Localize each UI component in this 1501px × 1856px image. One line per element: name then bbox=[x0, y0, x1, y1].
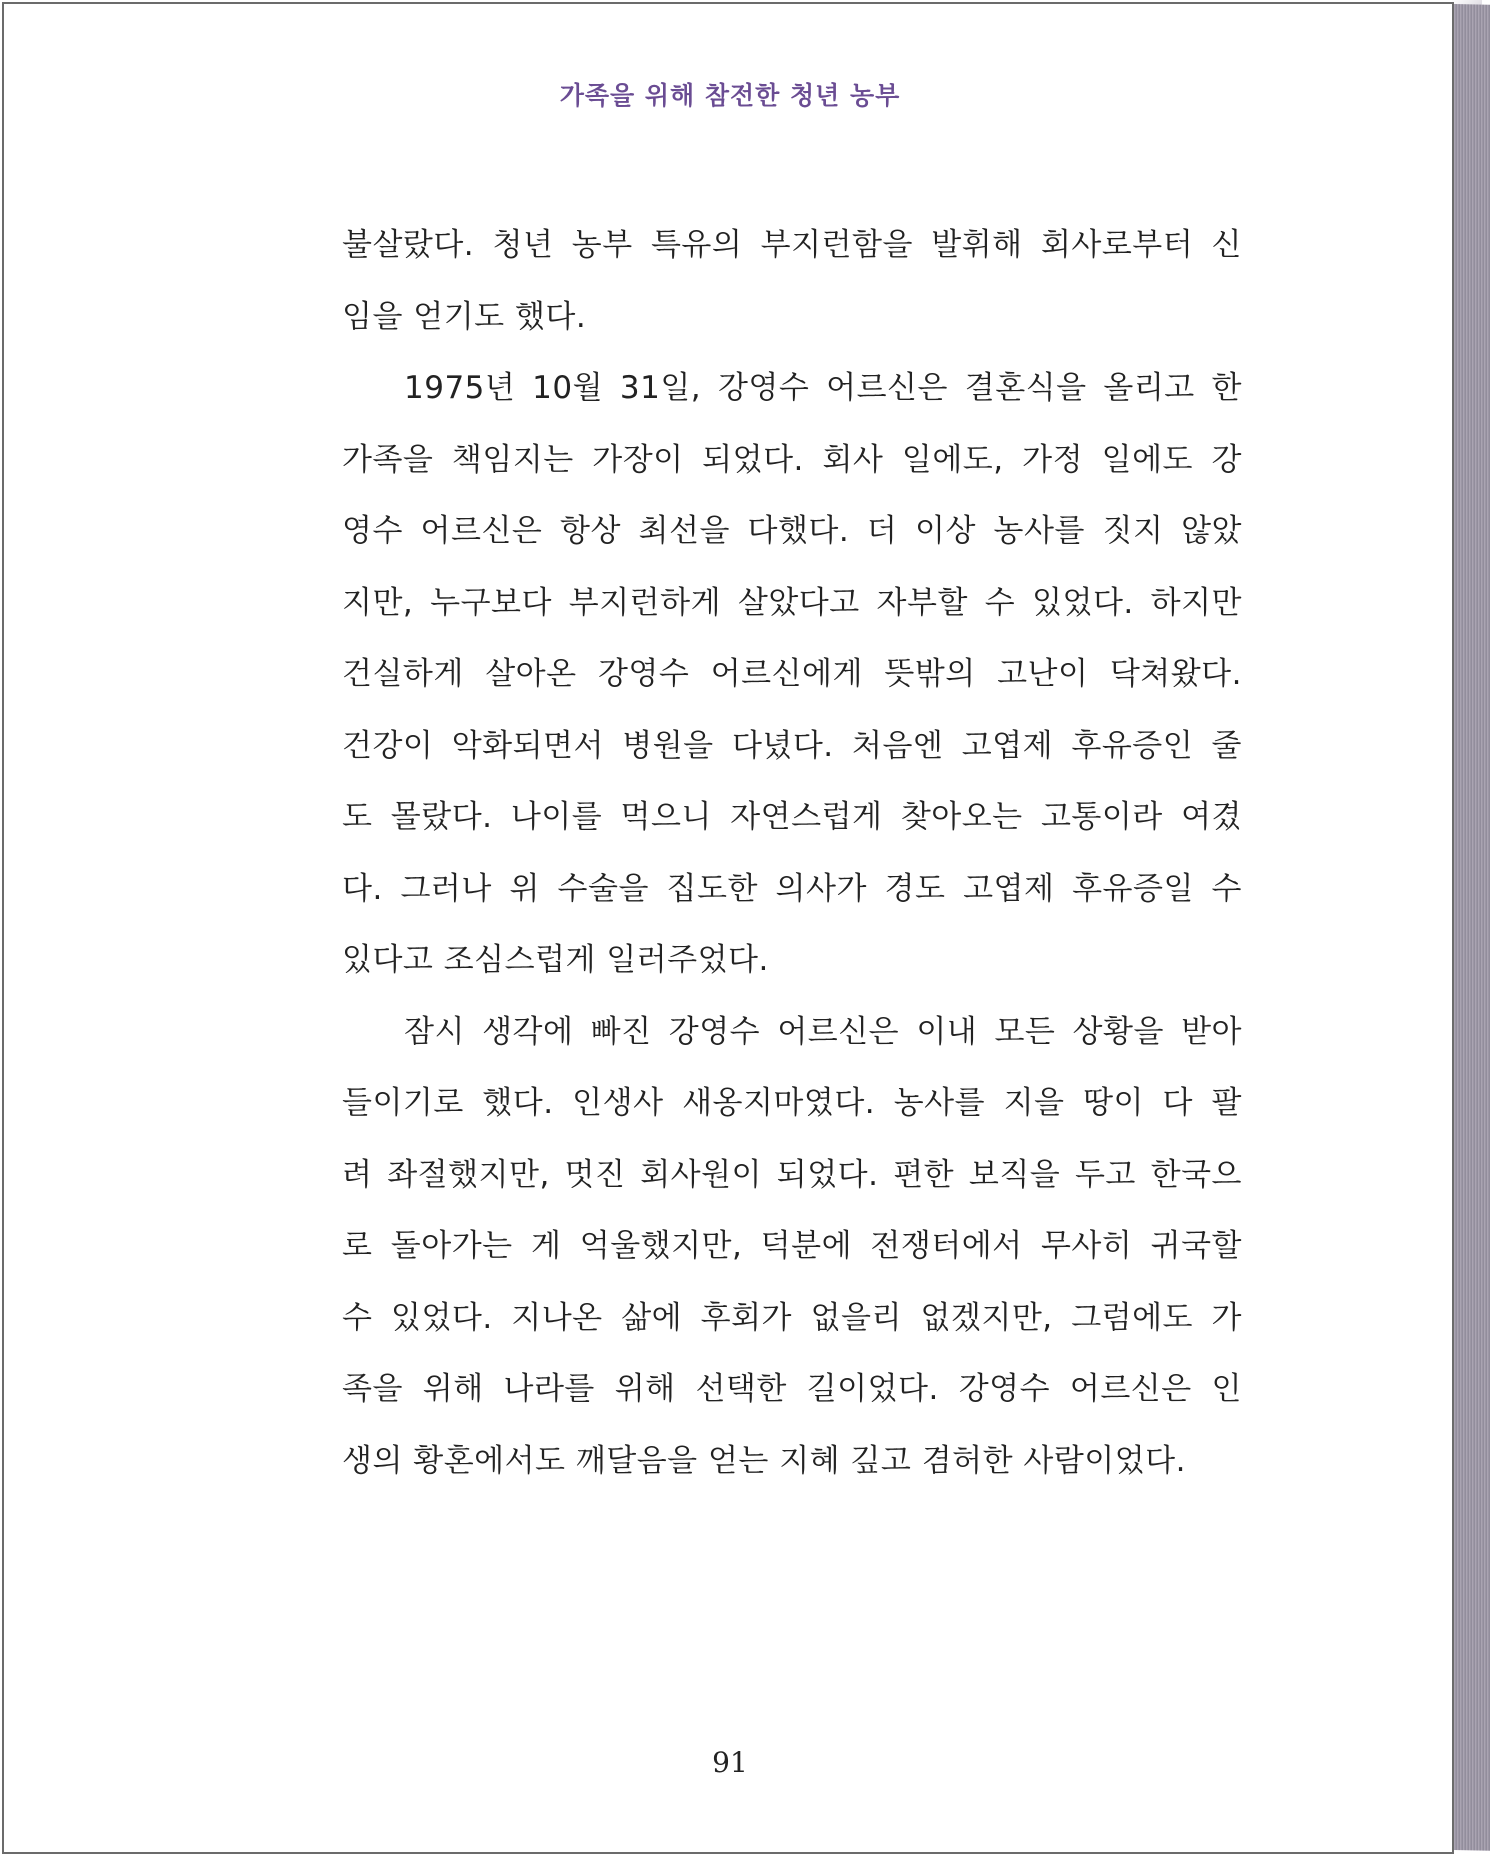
text-line: 다. 그러나 위 수술을 집도한 의사가 경도 고엽제 후유증일 수 bbox=[342, 870, 1242, 907]
text-line: 수 있었다. 지나온 삶에 후회가 없을리 없겠지만, 그럼에도 가 bbox=[342, 1299, 1242, 1336]
text-line: 생의 황혼에서도 깨달음을 얻는 지혜 깊고 겸허한 사람이었다. bbox=[342, 1442, 1186, 1479]
text-line: 있다고 조심스럽게 일러주었다. bbox=[342, 942, 769, 978]
text-line: 1975년 10월 31일, 강영수 어르신은 결혼식을 올리고 한 bbox=[404, 370, 1242, 406]
text-line: 불살랐다. 청년 농부 특유의 부지런함을 발휘해 회사로부터 신 bbox=[342, 227, 1242, 263]
text-line: 족을 위해 나라를 위해 선택한 길이었다. 강영수 어르신은 인 bbox=[342, 1371, 1242, 1407]
book-page bbox=[2, 2, 1454, 1854]
text-line: 건실하게 살아온 강영수 어르신에게 뜻밖의 고난이 닥쳐왔다. bbox=[342, 656, 1242, 692]
text-line: 가족을 책임지는 가장이 되었다. 회사 일에도, 가정 일에도 강 bbox=[342, 441, 1242, 478]
text-line: 로 돌아가는 게 억울했지만, 덕분에 전쟁터에서 무사히 귀국할 bbox=[342, 1228, 1242, 1264]
text-line: 건강이 악화되면서 병원을 다녔다. 처음엔 고엽제 후유증인 줄 bbox=[342, 727, 1242, 764]
text-line: 임을 얻기도 했다. bbox=[342, 298, 587, 335]
body-text bbox=[342, 210, 1242, 1497]
running-head: 가족을 위해 참전한 청년 농부 bbox=[559, 81, 901, 110]
page-number: 91 bbox=[712, 1746, 748, 1779]
text-line: 지만, 누구보다 부지런하게 살았다고 자부할 수 있었다. 하지만 bbox=[342, 584, 1242, 621]
page-edges bbox=[1452, 4, 1490, 1851]
text-line: 들이기로 했다. 인생사 새옹지마였다. 농사를 지을 땅이 다 팔 bbox=[342, 1085, 1242, 1121]
text-line: 영수 어르신은 항상 최선을 다했다. 더 이상 농사를 짓지 않았 bbox=[342, 513, 1242, 549]
text-line: 려 좌절했지만, 멋진 회사원이 되었다. 편한 보직을 두고 한국으 bbox=[342, 1156, 1242, 1193]
text-line: 잠시 생각에 빠진 강영수 어르신은 이내 모든 상황을 받아 bbox=[404, 1013, 1242, 1050]
text-line: 도 몰랐다. 나이를 먹으니 자연스럽게 찾아오는 고통이라 여겼 bbox=[342, 799, 1242, 835]
